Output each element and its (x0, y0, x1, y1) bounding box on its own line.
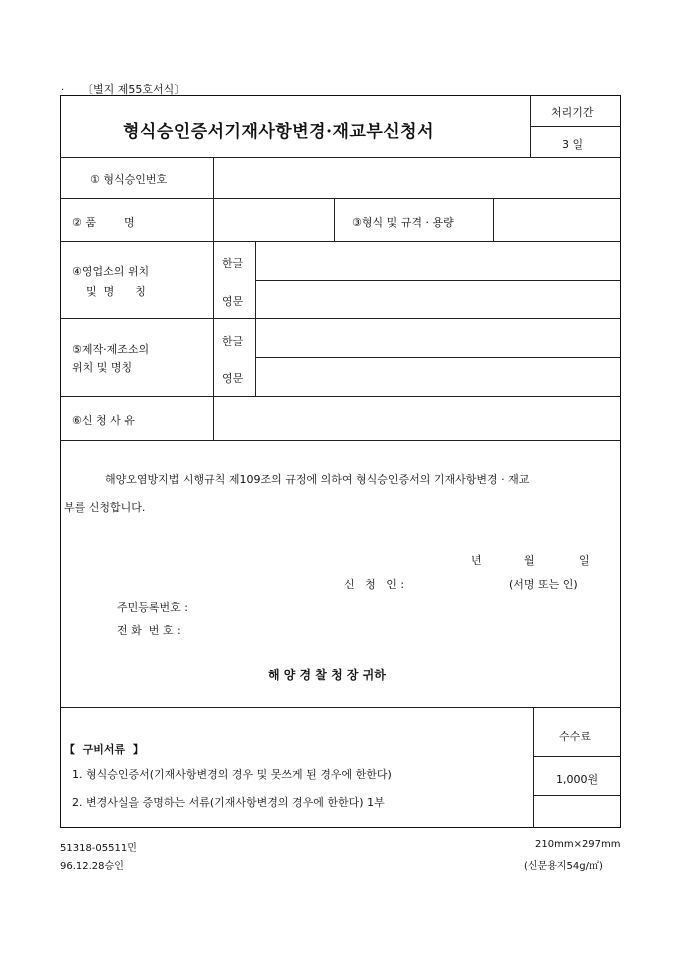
factory-english-label: 영문 (222, 372, 244, 385)
spec-capacity-label: ③형식 및 규격 · 용량 (352, 216, 454, 229)
statement-line-1: 해양오염방지법 시행규칙 제109조의 규정에 의하여 형식승인증서의 기재사항변경 · 재교 (105, 473, 530, 486)
spec-capacity-field[interactable] (496, 201, 618, 238)
statement-line-2: 부를 신청합니다. (64, 501, 146, 514)
business-korean-field[interactable] (258, 244, 618, 277)
phone-number-label: 전 화 번 호 : (117, 624, 181, 637)
factory-korean-label: 한글 (222, 335, 244, 348)
item-name-label: ② 품 명 (72, 216, 135, 229)
form-code: 51318-05511민 (60, 843, 137, 854)
resident-number-label: 주민등록번호 : (117, 601, 188, 614)
form-title: 형식승인증서기재사항변경·재교부신청서 (123, 122, 435, 142)
business-english-label: 영문 (222, 295, 244, 308)
required-documents-heading: 【 구비서류 】 (64, 743, 144, 756)
addressee: 해 양 경 찰 청 장 귀하 (268, 668, 386, 682)
approval-date: 96.12.28승인 (60, 861, 124, 872)
factory-english-field[interactable] (258, 360, 618, 393)
applicant-label: 신 청 인 : (344, 578, 405, 591)
factory-location-label: 위치 및 명칭 (72, 361, 133, 374)
fee-label: 수수료 (559, 730, 591, 743)
business-name-label: 및 명 칭 (86, 285, 146, 298)
factory-korean-field[interactable] (258, 321, 618, 354)
signature-label: (서명 또는 인) (509, 578, 578, 591)
paper-type: (신문용지54g/㎡) (524, 861, 603, 872)
year-label: 년 (471, 554, 482, 567)
business-korean-label: 한글 (222, 257, 244, 270)
business-english-field[interactable] (258, 283, 618, 315)
approval-number-label: ① 형식승인번호 (90, 173, 168, 186)
reason-label: ⑥신 청 사 유 (72, 414, 135, 427)
required-document-1: 1. 형식승인증서(기재사항변경의 경우 및 못쓰게 된 경우에 한한다) (72, 768, 392, 781)
header-dot: . (61, 82, 65, 93)
item-name-field[interactable] (216, 201, 331, 238)
approval-number-field[interactable] (216, 160, 618, 195)
day-label: 일 (579, 554, 590, 567)
processing-period-value: 3 일 (562, 138, 584, 151)
form-reference: 〔별지 제55호서식〕 (82, 83, 186, 96)
reason-field[interactable] (216, 399, 618, 437)
required-document-2: 2. 변경사실을 증명하는 서류(기재사항변경의 경우에 한한다) 1부 (72, 796, 385, 809)
business-location-label: ④영업소의 위치 (72, 265, 150, 278)
paper-size: 210mm×297mm (535, 839, 621, 850)
fee-value: 1,000원 (556, 773, 599, 786)
processing-period-label: 처리기간 (551, 106, 594, 119)
factory-label: ⑤제작·제조소의 (72, 343, 150, 356)
month-label: 월 (524, 554, 535, 567)
